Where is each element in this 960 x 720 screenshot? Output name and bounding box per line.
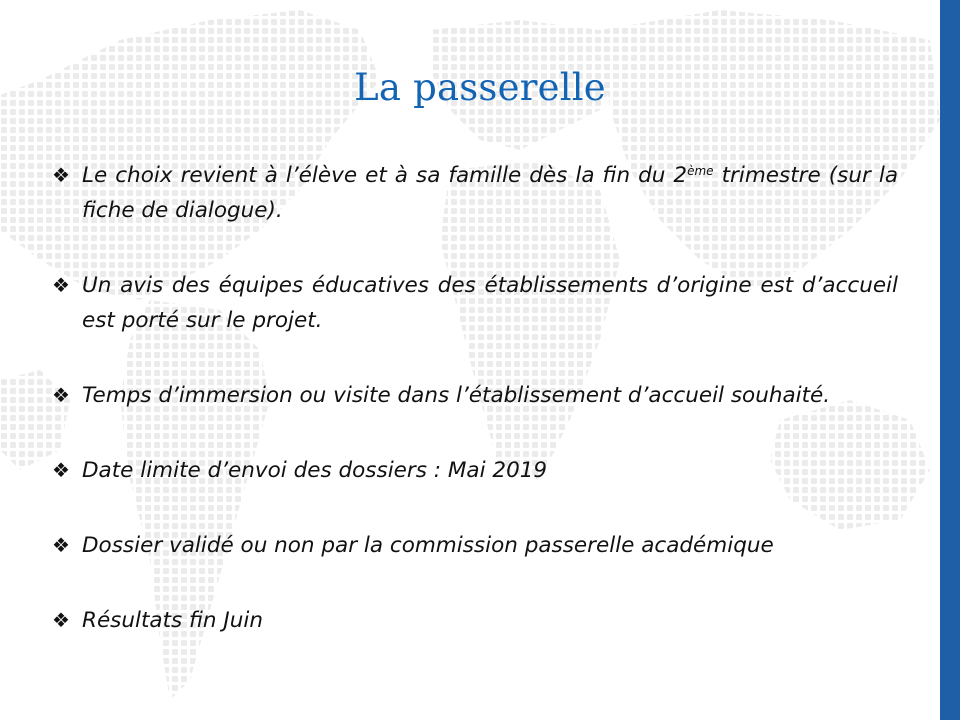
bullet-item	[52, 378, 898, 413]
diamond-bullet-icon: ❖	[52, 273, 70, 297]
diamond-bullet-icon: ❖	[52, 533, 70, 557]
slide-title: La passerelle	[354, 66, 606, 109]
bullet-item	[52, 528, 898, 563]
bullet-list	[52, 158, 898, 678]
diamond-bullet-icon: ❖	[52, 163, 70, 187]
bullet-text-pre: Le choix revient à l’élève et à sa famille dès la fin du 2	[82, 163, 688, 188]
bullet-item	[52, 158, 898, 228]
diamond-bullet-icon: ❖	[52, 458, 70, 482]
bullet-text: Dossier validé ou non par la commission passerelle académique	[82, 533, 774, 558]
diamond-bullet-icon: ❖	[52, 608, 70, 632]
bullet-superscript: ème	[687, 164, 714, 178]
bullet-text: Temps d’immersion ou visite dans l’établissement d’accueil souhaité.	[82, 383, 831, 408]
bullet-item	[52, 603, 898, 638]
bullet-text: Un avis des équipes éducatives des établissements d’origine est d’accueil est porté sur le projet.	[82, 273, 898, 333]
bullet-item	[52, 268, 898, 338]
bullet-text: Date limite d’envoi des dossiers : Mai 2019	[82, 458, 548, 483]
bullet-text-post: trimestre (sur la fiche de dialogue).	[82, 163, 898, 223]
diamond-bullet-icon: ❖	[52, 383, 70, 407]
bullet-text: Résultats fin Juin	[82, 608, 263, 633]
bullet-item	[52, 453, 898, 488]
